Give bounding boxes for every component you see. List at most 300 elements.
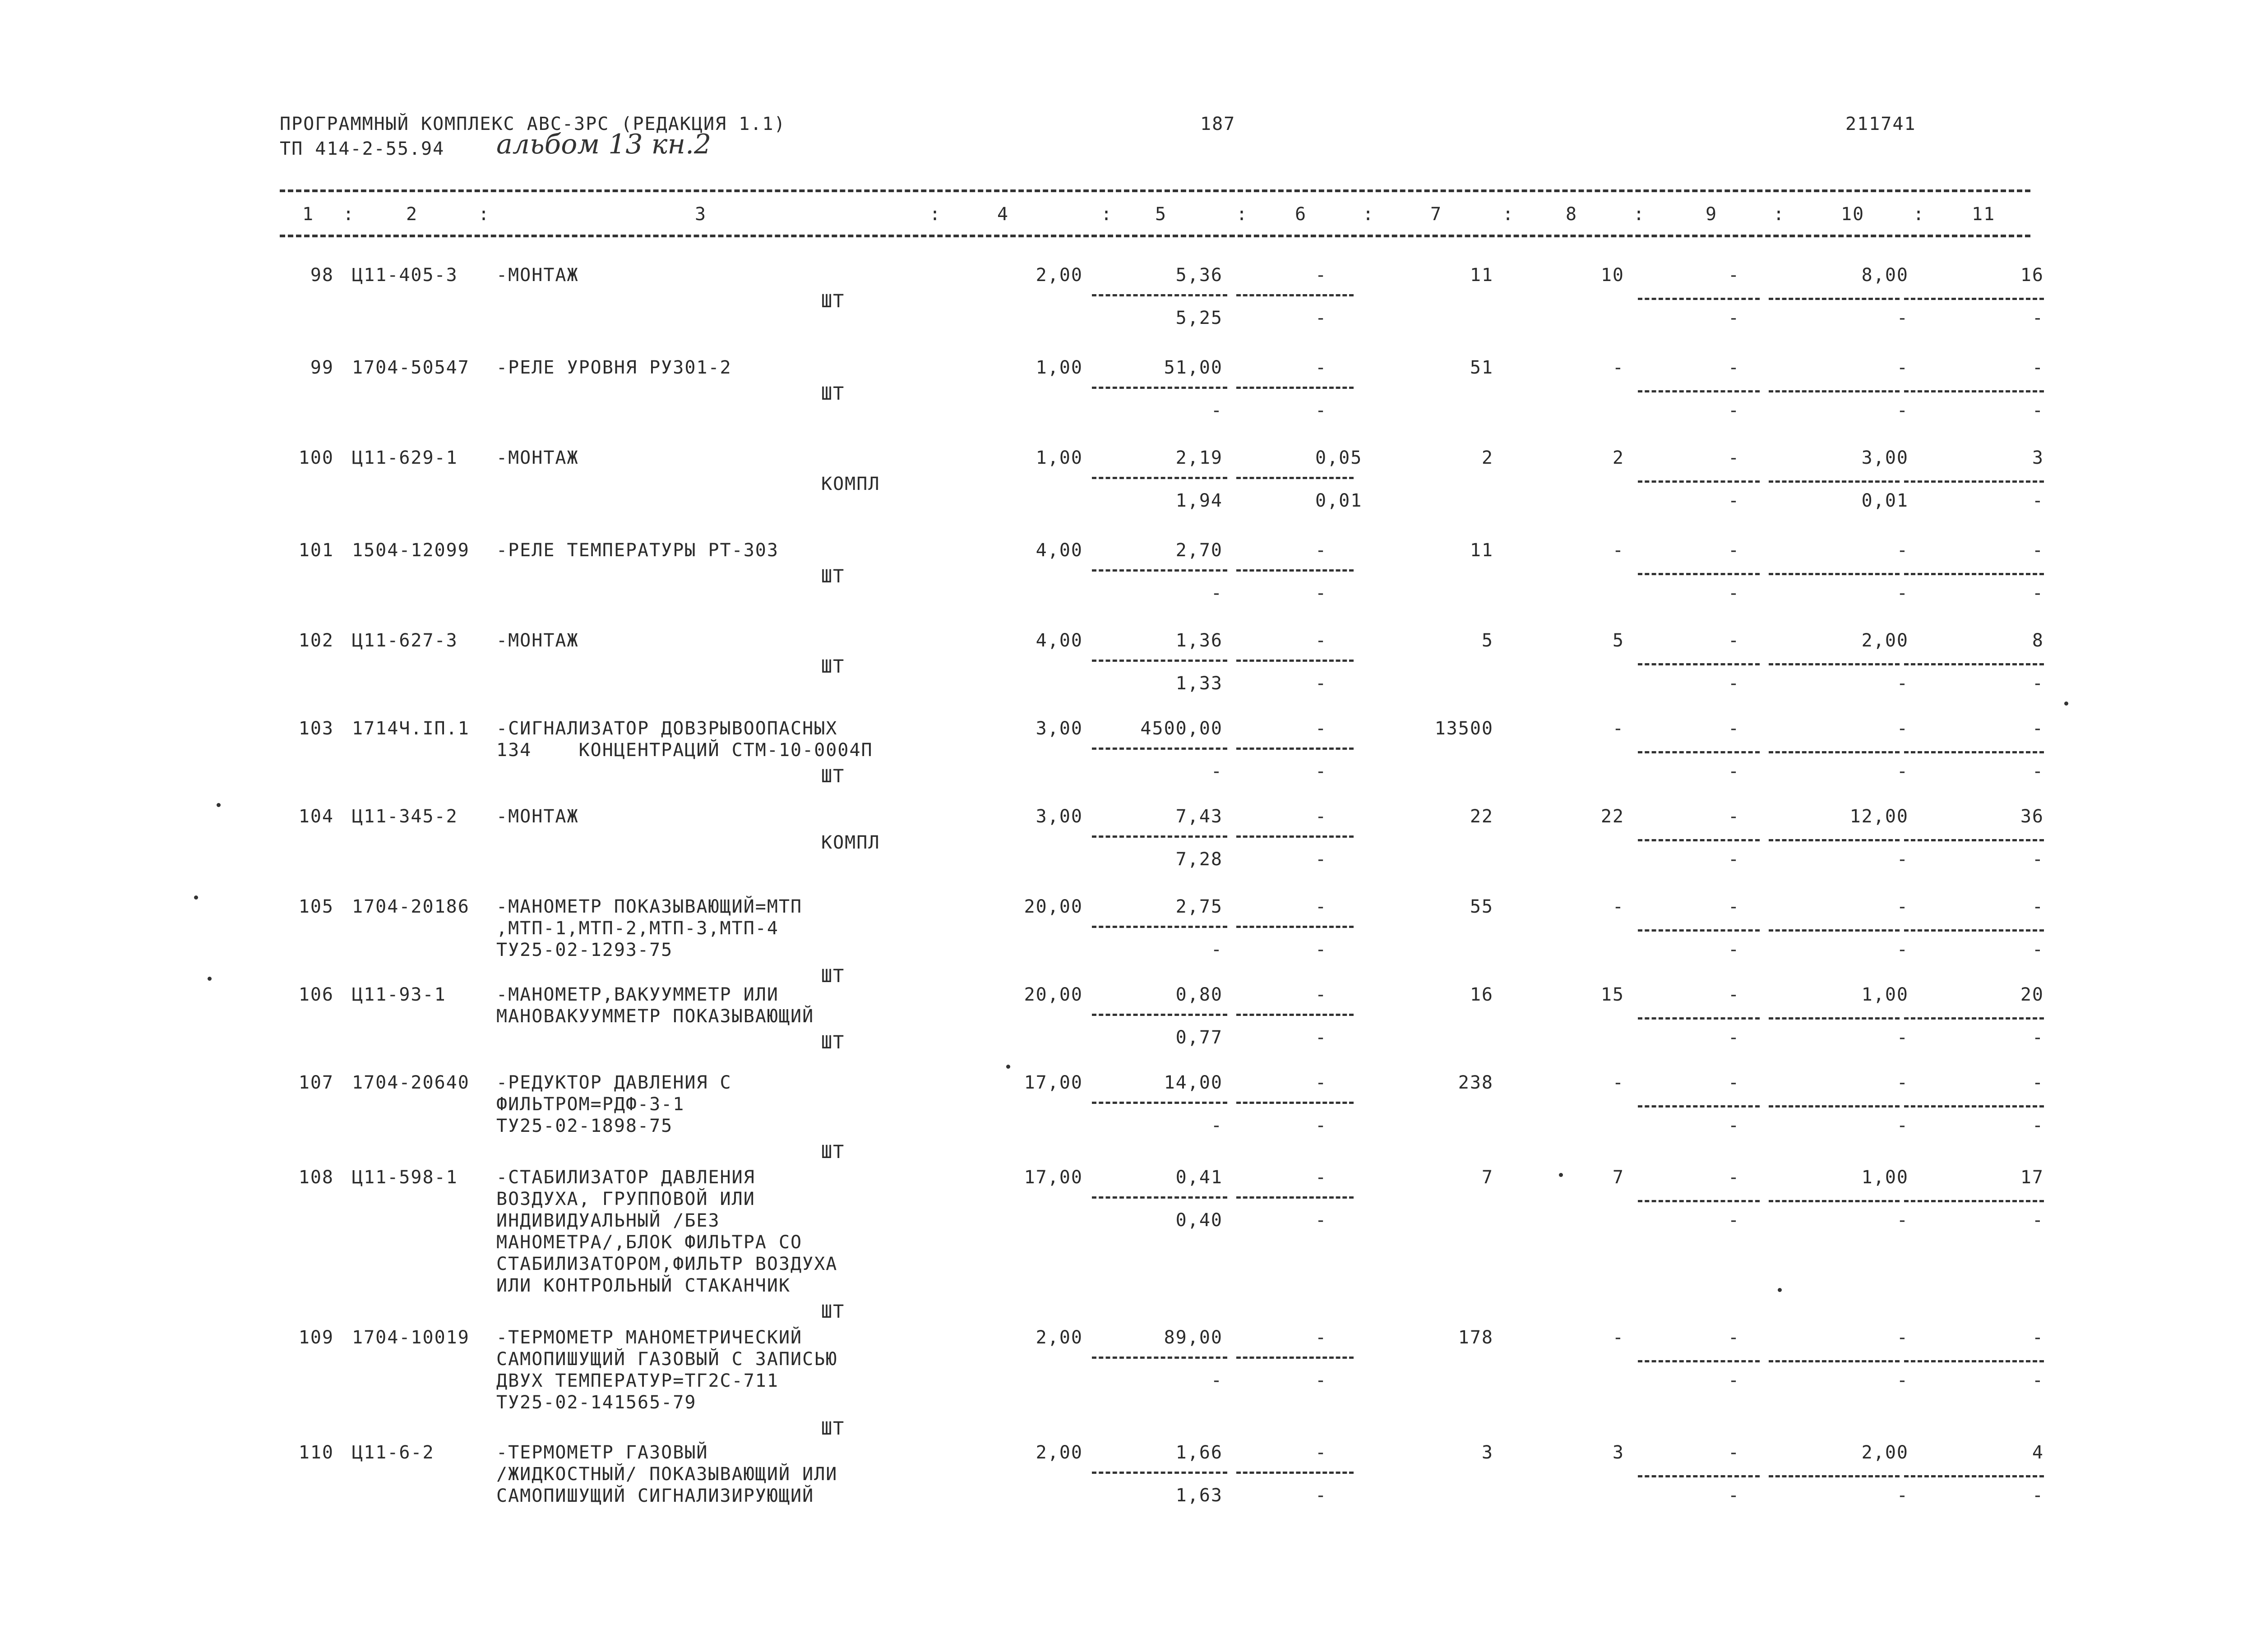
col10-value-lower: -: [1896, 939, 1909, 960]
divider-dashes: [1092, 387, 1227, 389]
col9-value: -: [1728, 265, 1740, 286]
price-value: 2,19: [1175, 448, 1223, 468]
header-top-rule: [280, 189, 2030, 192]
item-description-line: МАНОМЕТРА/,БЛОК ФИЛЬТРА СО: [496, 1232, 803, 1253]
col11-value: -: [2032, 718, 2044, 739]
divider-dashes: [1904, 839, 2044, 841]
total-value: 55: [1470, 896, 1493, 917]
divider-dashes: [1769, 1200, 1900, 1202]
quantity-value: 4,00: [1036, 630, 1083, 651]
quantity-value: 2,00: [1036, 265, 1083, 286]
col10-value: 2,00: [1861, 630, 1909, 651]
item-description-line: -МОНТАЖ: [496, 630, 579, 651]
price-value: 0,80: [1175, 984, 1223, 1005]
divider-dashes: [1638, 1360, 1760, 1362]
col9-value-lower: -: [1728, 308, 1740, 328]
col6-value: -: [1315, 630, 1327, 651]
col10-value-lower: -: [1896, 1115, 1909, 1136]
total-value: 16: [1470, 984, 1493, 1005]
price-value-lower: 0,40: [1175, 1210, 1223, 1231]
scan-speck: [194, 895, 198, 900]
divider-dashes: [1092, 1357, 1227, 1359]
total-value: 51: [1470, 357, 1493, 378]
col8-value: 3: [1612, 1442, 1624, 1463]
col6-value: -: [1315, 896, 1327, 917]
quantity-value: 17,00: [1024, 1167, 1083, 1188]
item-description-line: -ТЕРМОМЕТР МАНОМЕТРИЧЕСКИЙ: [496, 1327, 803, 1348]
item-number: 99: [310, 357, 334, 378]
divider-dashes: [1092, 1196, 1227, 1199]
price-value-lower: 5,25: [1175, 308, 1223, 328]
price-value-lower: -: [1211, 583, 1223, 604]
item-number: 103: [298, 718, 334, 739]
total-value: 13500: [1434, 718, 1493, 739]
col8-value: 10: [1600, 265, 1624, 286]
col11-value-lower: -: [2032, 849, 2044, 870]
column-header-9: 9: [1706, 204, 1718, 225]
item-unit: ШТ: [821, 1301, 845, 1322]
price-value: 89,00: [1164, 1327, 1223, 1348]
col9-value-lower: -: [1728, 1210, 1740, 1231]
col6-value-lower: -: [1315, 939, 1327, 960]
quantity-value: 4,00: [1036, 540, 1083, 561]
col6-value: -: [1315, 1072, 1327, 1093]
divider-dashes: [1092, 294, 1227, 296]
col9-value-lower: -: [1728, 673, 1740, 694]
program-title: ПРОГРАММНЫЙ КОМПЛЕКС АВС-3РС (РЕДАКЦИЯ 1.1): [280, 114, 786, 134]
col9-value-lower: -: [1728, 1370, 1740, 1391]
col10-value-lower: -: [1896, 1370, 1909, 1391]
total-value: 7: [1481, 1167, 1493, 1188]
item-number: 108: [298, 1167, 334, 1188]
col9-value: -: [1728, 630, 1740, 651]
price-value: 1,36: [1175, 630, 1223, 651]
col6-value-lower: -: [1315, 1485, 1327, 1506]
item-number: 101: [298, 540, 334, 561]
col9-value: -: [1728, 896, 1740, 917]
col11-value-lower: -: [2032, 673, 2044, 694]
col6-value: -: [1315, 357, 1327, 378]
col6-value: -: [1315, 540, 1327, 561]
col9-value: -: [1728, 357, 1740, 378]
price-value: 4500,00: [1140, 718, 1223, 739]
col9-value-lower: -: [1728, 400, 1740, 421]
col11-value-lower: -: [2032, 583, 2044, 604]
divider-dashes: [1638, 1017, 1760, 1020]
col6-value-lower: -: [1315, 1027, 1327, 1048]
divider-dashes: [1904, 480, 2044, 483]
total-value: 22: [1470, 806, 1493, 827]
scan-speck: [1006, 1065, 1010, 1069]
scan-speck: [217, 803, 221, 807]
divider-dashes: [1092, 748, 1227, 750]
column-separator: :: [343, 204, 355, 225]
col10-value-lower: -: [1896, 1485, 1909, 1506]
divider-dashes: [1236, 1014, 1354, 1016]
divider-dashes: [1638, 663, 1760, 665]
divider-dashes: [1092, 1014, 1227, 1016]
document-number: 211741: [1845, 114, 1916, 134]
quantity-value: 2,00: [1036, 1327, 1083, 1348]
col11-value: 3: [2032, 448, 2044, 468]
divider-dashes: [1638, 1475, 1760, 1477]
col9-value-lower: -: [1728, 490, 1740, 511]
col10-value: 8,00: [1861, 265, 1909, 286]
col6-value-lower: -: [1315, 308, 1327, 328]
quantity-value: 3,00: [1036, 806, 1083, 827]
divider-dashes: [1904, 1360, 2044, 1362]
total-value: 11: [1470, 540, 1493, 561]
divider-dashes: [1638, 298, 1760, 300]
column-separator: :: [478, 204, 490, 225]
col10-value-lower: -: [1896, 1027, 1909, 1048]
price-value-lower: 0,77: [1175, 1027, 1223, 1048]
item-unit: ШТ: [821, 656, 845, 677]
divider-dashes: [1904, 390, 2044, 392]
price-value: 7,43: [1175, 806, 1223, 827]
divider-dashes: [1769, 1017, 1900, 1020]
divider-dashes: [1638, 480, 1760, 483]
column-header-7: 7: [1430, 204, 1442, 225]
item-unit: ШТ: [821, 1418, 845, 1439]
tp-number: ТП 414-2-55.94: [280, 138, 445, 159]
total-value: 5: [1481, 630, 1493, 651]
col9-value-lower: -: [1728, 1115, 1740, 1136]
total-value: 178: [1458, 1327, 1493, 1348]
col11-value-lower: -: [2032, 1210, 2044, 1231]
item-code: 1704-20186: [352, 896, 470, 917]
quantity-value: 1,00: [1036, 448, 1083, 468]
scan-speck: [2064, 701, 2068, 706]
price-value: 2,75: [1175, 896, 1223, 917]
item-description-line: -РЕДУКТОР ДАВЛЕНИЯ С: [496, 1072, 732, 1093]
divider-dashes: [1638, 929, 1760, 932]
divider-dashes: [1904, 298, 2044, 300]
column-header-11: 11: [1972, 204, 1996, 225]
divider-dashes: [1236, 748, 1354, 750]
col8-value: 15: [1600, 984, 1624, 1005]
divider-dashes: [1638, 751, 1760, 753]
col11-value-lower: -: [2032, 761, 2044, 782]
item-unit: ШТ: [821, 1142, 845, 1163]
col10-value-lower: -: [1896, 308, 1909, 328]
col11-value: -: [2032, 1327, 2044, 1348]
divider-dashes: [1236, 1357, 1354, 1359]
header-bottom-rule: [280, 235, 2030, 237]
item-description-line: ИЛИ КОНТРОЛЬНЫЙ СТАКАНЧИК: [496, 1275, 791, 1296]
col6-value: -: [1315, 265, 1327, 286]
quantity-value: 17,00: [1024, 1072, 1083, 1093]
col11-value-lower: -: [2032, 490, 2044, 511]
col9-value: -: [1728, 540, 1740, 561]
item-description-line: ИНДИВИДУАЛЬНЫЙ /БЕЗ: [496, 1210, 720, 1231]
item-description-line: -СИГНАЛИЗАТОР ДОВЗРЫВООПАСНЫХ: [496, 718, 838, 739]
col11-value-lower: -: [2032, 400, 2044, 421]
col11-value: 4: [2032, 1442, 2044, 1463]
divider-dashes: [1904, 751, 2044, 753]
price-value-lower: -: [1211, 400, 1223, 421]
item-code: Ц11-345-2: [352, 806, 458, 827]
page-number: 187: [1200, 114, 1236, 134]
col6-value: -: [1315, 718, 1327, 739]
divider-dashes: [1769, 480, 1900, 483]
column-separator: :: [1101, 204, 1113, 225]
col10-value: -: [1896, 357, 1909, 378]
divider-dashes: [1638, 1200, 1760, 1202]
divider-dashes: [1236, 387, 1354, 389]
divider-dashes: [1904, 663, 2044, 665]
total-value: 238: [1458, 1072, 1493, 1093]
item-number: 98: [310, 265, 334, 286]
divider-dashes: [1236, 1472, 1354, 1474]
divider-dashes: [1092, 1472, 1227, 1474]
price-value: 51,00: [1164, 357, 1223, 378]
col10-value-lower: -: [1896, 400, 1909, 421]
column-separator: :: [1913, 204, 1925, 225]
item-description-line: САМОПИШУЩИЙ ГАЗОВЫЙ С ЗАПИСЬЮ: [496, 1349, 838, 1370]
divider-dashes: [1769, 1105, 1900, 1107]
divider-dashes: [1769, 751, 1900, 753]
price-value-lower: 7,28: [1175, 849, 1223, 870]
item-description-line: /ЖИДКОСТНЫЙ/ ПОКАЗЫВАЮЩИЙ ИЛИ: [496, 1464, 838, 1485]
scan-speck: [208, 977, 212, 981]
item-description-line: САМОПИШУЩИЙ СИГНАЛИЗИРУЮЩИЙ: [496, 1486, 814, 1506]
divider-dashes: [1904, 1200, 2044, 1202]
quantity-value: 20,00: [1024, 984, 1083, 1005]
item-description-line: ДВУХ ТЕМПЕРАТУР=ТГ2С-711: [496, 1371, 779, 1391]
divider-dashes: [1638, 839, 1760, 841]
col10-value-lower: -: [1896, 849, 1909, 870]
col9-value-lower: -: [1728, 1027, 1740, 1048]
price-value-lower: -: [1211, 939, 1223, 960]
item-unit: ШТ: [821, 966, 845, 987]
item-unit: ШТ: [821, 291, 845, 312]
column-header-8: 8: [1566, 204, 1578, 225]
item-code: Ц11-6-2: [352, 1442, 435, 1463]
divider-dashes: [1769, 929, 1900, 932]
col11-value: -: [2032, 896, 2044, 917]
col10-value: -: [1896, 1072, 1909, 1093]
col9-value: -: [1728, 718, 1740, 739]
col6-value-lower: -: [1315, 1115, 1327, 1136]
item-description-line: ВОЗДУХА, ГРУППОВОЙ ИЛИ: [496, 1189, 755, 1209]
quantity-value: 3,00: [1036, 718, 1083, 739]
col11-value: -: [2032, 1072, 2044, 1093]
col8-value: -: [1612, 540, 1624, 561]
item-unit: ШТ: [821, 766, 845, 787]
col6-value-lower: -: [1315, 761, 1327, 782]
col8-value: 5: [1612, 630, 1624, 651]
item-code: Ц11-627-3: [352, 630, 458, 651]
divider-dashes: [1092, 660, 1227, 662]
col9-value: -: [1728, 448, 1740, 468]
item-description-line: 134 КОНЦЕНТРАЦИЙ СТМ-10-0004П: [496, 740, 873, 761]
item-unit: ШТ: [821, 383, 845, 404]
col6-value-lower: -: [1315, 400, 1327, 421]
price-value: 1,66: [1175, 1442, 1223, 1463]
item-number: 105: [298, 896, 334, 917]
column-separator: :: [1363, 204, 1375, 225]
column-separator: :: [1633, 204, 1646, 225]
divider-dashes: [1904, 1475, 2044, 1477]
scan-speck: [1559, 1173, 1563, 1177]
col8-value: 2: [1612, 448, 1624, 468]
item-description-line: -МОНТАЖ: [496, 265, 579, 286]
col9-value-lower: -: [1728, 1485, 1740, 1506]
column-separator: :: [1236, 204, 1248, 225]
item-description-line: -РЕЛЕ УРОВНЯ РУ301-2: [496, 357, 732, 378]
item-description-line: -СТАБИЛИЗАТОР ДАВЛЕНИЯ: [496, 1167, 755, 1188]
col6-value: -: [1315, 1167, 1327, 1188]
item-description-line: СТАБИЛИЗАТОРОМ,ФИЛЬТР ВОЗДУХА: [496, 1254, 838, 1274]
item-unit: ШТ: [821, 566, 845, 587]
item-code: 1704-20640: [352, 1072, 470, 1093]
item-code: 1714Ч.IП.1: [352, 718, 470, 739]
item-code: Ц11-405-3: [352, 265, 458, 286]
item-description-line: ТУ25-02-1293-75: [496, 940, 673, 960]
col8-value: -: [1612, 718, 1624, 739]
item-description-line: -МОНТАЖ: [496, 806, 579, 827]
col9-value: -: [1728, 1072, 1740, 1093]
col10-value: 2,00: [1861, 1442, 1909, 1463]
col9-value: -: [1728, 1327, 1740, 1348]
divider-dashes: [1236, 926, 1354, 928]
col11-value-lower: -: [2032, 308, 2044, 328]
item-unit: КОМПЛ: [821, 474, 880, 494]
column-separator: :: [1773, 204, 1785, 225]
item-number: 100: [298, 448, 334, 468]
col11-value: 8: [2032, 630, 2044, 651]
item-number: 106: [298, 984, 334, 1005]
col8-value: -: [1612, 1327, 1624, 1348]
total-value: 2: [1481, 448, 1493, 468]
col11-value-lower: -: [2032, 1027, 2044, 1048]
item-code: Ц11-598-1: [352, 1167, 458, 1188]
quantity-value: 1,00: [1036, 357, 1083, 378]
item-description-line: -МАНОМЕТР ПОКАЗЫВАЮЩИЙ=МТП: [496, 896, 803, 917]
col10-value: 1,00: [1861, 984, 1909, 1005]
column-header-6: 6: [1295, 204, 1307, 225]
col8-value: 7: [1612, 1167, 1624, 1188]
col10-value: -: [1896, 540, 1909, 561]
col6-value: 0,05: [1315, 448, 1363, 468]
column-header-5: 5: [1155, 204, 1167, 225]
col10-value: -: [1896, 1327, 1909, 1348]
total-value: 11: [1470, 265, 1493, 286]
col8-value: -: [1612, 357, 1624, 378]
col9-value-lower: -: [1728, 849, 1740, 870]
col11-value: 16: [2020, 265, 2044, 286]
divider-dashes: [1769, 663, 1900, 665]
price-value: 14,00: [1164, 1072, 1223, 1093]
divider-dashes: [1638, 390, 1760, 392]
item-description-line: -МОНТАЖ: [496, 448, 579, 468]
col9-value: -: [1728, 806, 1740, 827]
price-value-lower: 1,63: [1175, 1485, 1223, 1506]
divider-dashes: [1236, 294, 1354, 296]
col11-value-lower: -: [2032, 939, 2044, 960]
item-description-line: -ТЕРМОМЕТР ГАЗОВЫЙ: [496, 1442, 708, 1463]
divider-dashes: [1236, 1102, 1354, 1104]
handwritten-note: альбом 13 кн.2: [496, 129, 712, 160]
col10-value-lower: -: [1896, 583, 1909, 604]
col11-value: 36: [2020, 806, 2044, 827]
col6-value: -: [1315, 806, 1327, 827]
divider-dashes: [1769, 1475, 1900, 1477]
divider-dashes: [1904, 1105, 2044, 1107]
divider-dashes: [1092, 477, 1227, 479]
price-value-lower: -: [1211, 761, 1223, 782]
scan-speck: [1778, 1288, 1782, 1292]
item-description-line: ТУ25-02-141565-79: [496, 1392, 697, 1413]
column-separator: :: [929, 204, 942, 225]
col9-value-lower: -: [1728, 583, 1740, 604]
col11-value-lower: -: [2032, 1485, 2044, 1506]
price-value: 5,36: [1175, 265, 1223, 286]
divider-dashes: [1092, 835, 1227, 838]
price-value-lower: -: [1211, 1370, 1223, 1391]
divider-dashes: [1236, 660, 1354, 662]
col6-value-lower: -: [1315, 583, 1327, 604]
col8-value: -: [1612, 896, 1624, 917]
item-code: 1704-10019: [352, 1327, 470, 1348]
item-description-line: ,МТП-1,МТП-2,МТП-3,МТП-4: [496, 918, 779, 939]
price-value: 2,70: [1175, 540, 1223, 561]
divider-dashes: [1236, 569, 1354, 572]
col6-value: -: [1315, 1327, 1327, 1348]
col10-value: 1,00: [1861, 1167, 1909, 1188]
item-number: 109: [298, 1327, 334, 1348]
col11-value-lower: -: [2032, 1115, 2044, 1136]
col10-value-lower: 0,01: [1861, 490, 1909, 511]
col6-value-lower: -: [1315, 1210, 1327, 1231]
divider-dashes: [1236, 835, 1354, 838]
col10-value-lower: -: [1896, 761, 1909, 782]
divider-dashes: [1904, 573, 2044, 575]
col9-value-lower: -: [1728, 939, 1740, 960]
item-description-line: ТУ25-02-1898-75: [496, 1116, 673, 1136]
item-code: Ц11-93-1: [352, 984, 446, 1005]
divider-dashes: [1638, 1105, 1760, 1107]
divider-dashes: [1769, 1360, 1900, 1362]
item-description-line: -МАНОМЕТР,ВАКУУММЕТР ИЛИ: [496, 984, 779, 1005]
item-code: Ц11-629-1: [352, 448, 458, 468]
col11-value: 20: [2020, 984, 2044, 1005]
col9-value: -: [1728, 1167, 1740, 1188]
divider-dashes: [1092, 926, 1227, 928]
divider-dashes: [1092, 569, 1227, 572]
divider-dashes: [1769, 573, 1900, 575]
col6-value-lower: -: [1315, 673, 1327, 694]
divider-dashes: [1904, 929, 2044, 932]
item-number: 110: [298, 1442, 334, 1463]
col11-value: 17: [2020, 1167, 2044, 1188]
total-value: 3: [1481, 1442, 1493, 1463]
col10-value: 12,00: [1849, 806, 1909, 827]
price-value-lower: 1,94: [1175, 490, 1223, 511]
col6-value: -: [1315, 984, 1327, 1005]
divider-dashes: [1769, 298, 1900, 300]
divider-dashes: [1904, 1017, 2044, 1020]
divider-dashes: [1638, 573, 1760, 575]
col11-value: -: [2032, 540, 2044, 561]
item-unit: КОМПЛ: [821, 832, 880, 853]
item-description-line: -РЕЛЕ ТЕМПЕРАТУРЫ РТ-303: [496, 540, 779, 561]
item-number: 102: [298, 630, 334, 651]
col11-value-lower: -: [2032, 1370, 2044, 1391]
divider-dashes: [1236, 477, 1354, 479]
divider-dashes: [1769, 390, 1900, 392]
